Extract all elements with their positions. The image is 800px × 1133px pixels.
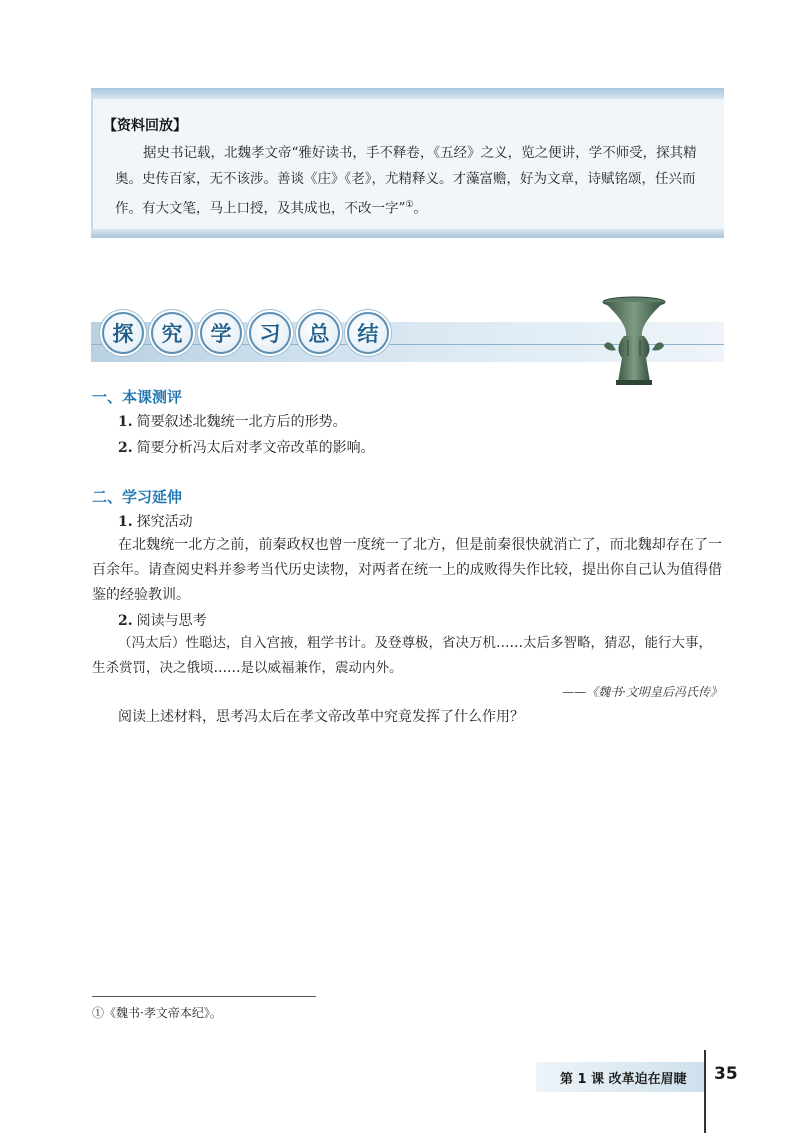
footnote-mark[interactable]: ① bbox=[405, 200, 414, 210]
item-text: 简要叙述北魏统一北方后的形势。 bbox=[136, 414, 347, 430]
material-text-body: 据史书记载，北魏孝文帝“雅好读书，手不释卷，《五经》之义，览之便讲，学不师受，探其精奥。史传百家，无不该涉。善谈《庄》《老》，尤精释义。才藻富赡，好为文章，诗赋铭颂，任兴而作。有大文笔，马上口授，及其成也，不改一字” bbox=[115, 145, 697, 217]
banner-char: 探 bbox=[102, 312, 144, 354]
material-box bbox=[91, 88, 724, 238]
activity-title bbox=[118, 511, 193, 531]
material-box-bottom-bar bbox=[91, 229, 724, 238]
item-text: 阅读与思考 bbox=[136, 613, 207, 629]
page-number: 35 bbox=[714, 1064, 738, 1084]
banner-char: 习 bbox=[249, 312, 291, 354]
banner-char: 学 bbox=[200, 312, 242, 354]
footnote: ①《魏书·孝文帝本纪》。 bbox=[92, 1006, 222, 1020]
section2-heading: 二、学习延伸 bbox=[92, 488, 183, 506]
activity-paragraph: 在北魏统一北方之前，前秦政权也曾一度统一了北方，但是前秦很快就消亡了，而北魏却存在了一百余年。请查阅史料并参考当代历史读物，对两者在统一上的成败得失作比较，提出你自己认为值得借鉴的经验教训。 bbox=[92, 537, 722, 603]
material-box-left-rule bbox=[91, 99, 93, 229]
reading-title bbox=[118, 610, 207, 630]
reading-question: 阅读上述材料，思考冯太后在孝文帝改革中究竟发挥了什么作用？ bbox=[118, 709, 524, 725]
section1-heading: 一、本课测评 bbox=[92, 388, 183, 406]
footnote-divider bbox=[92, 996, 316, 997]
item-text: 简要分析冯太后对孝文帝改革的影响。 bbox=[136, 440, 375, 456]
material-box-top-bar bbox=[91, 88, 724, 99]
quote-source: ——《魏书·文明皇后冯氏传》 bbox=[562, 685, 722, 699]
item-number: 1. bbox=[118, 514, 133, 530]
list-item bbox=[118, 411, 347, 431]
section-banner-title bbox=[102, 312, 389, 354]
banner-char: 结 bbox=[347, 312, 389, 354]
item-number: 1. bbox=[118, 414, 133, 430]
item-number: 2. bbox=[118, 613, 133, 629]
footer-divider bbox=[704, 1050, 706, 1133]
reading-quote: （冯太后）性聪达，自入宫掖，粗学书计。及登尊极，省决万机……太后多智略，猜忍，能行大事，生杀赏罚，决之俄顷……是以威福兼作，震动内外。 bbox=[92, 635, 712, 676]
material-title: 【资料回放】 bbox=[103, 118, 187, 134]
list-item bbox=[118, 437, 375, 457]
footer-lesson-label: 第 1 课 改革迫在眉睫 bbox=[560, 1072, 687, 1087]
item-number: 2. bbox=[118, 440, 133, 456]
banner-char: 究 bbox=[151, 312, 193, 354]
item-text: 探究活动 bbox=[136, 514, 193, 530]
material-text: 据史书记载，北魏孝文帝“雅好读书，手不释卷，《五经》之义，览之便讲，学不师受，探其精奥。史传百家，无不该涉。善谈《庄》《老》，尤精释义。才藻富赡，好为文章，诗赋铭颂，任兴而作。有大文笔，马上口授，及其成也，不改一字”①。 bbox=[115, 145, 697, 217]
banner-char: 总 bbox=[298, 312, 340, 354]
bronze-vessel-illustration bbox=[598, 296, 670, 388]
